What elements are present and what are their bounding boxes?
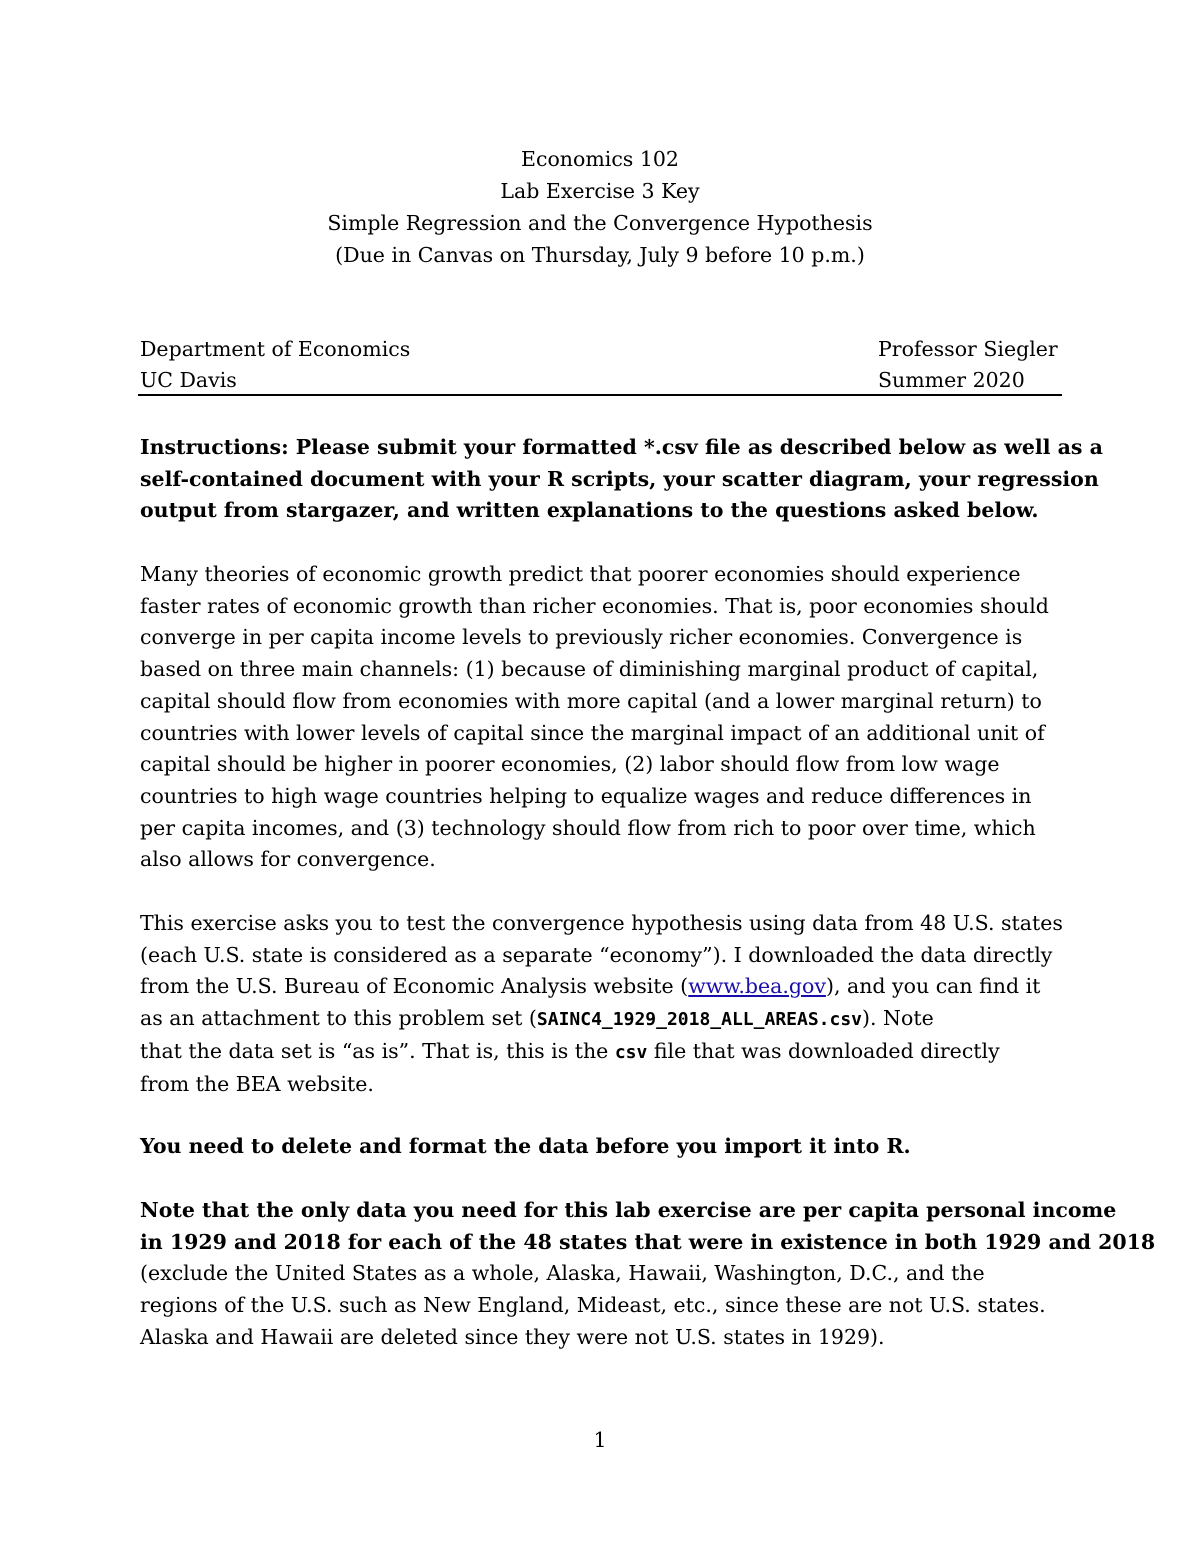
- exercise-text: ). Note: [862, 1006, 934, 1031]
- header-divider: [138, 394, 1062, 396]
- info-row-1: [140, 334, 1062, 365]
- intro-line: countries with lower levels of capital since the marginal impact of an additional unit of: [140, 720, 1045, 745]
- exercise-paragraph: [140, 908, 1062, 1100]
- intro-line: capital should be higher in poorer economies, (2) labor should flow from low wage: [140, 752, 1000, 777]
- exercise-text: that the data set is “as is”. That is, this is the: [140, 1038, 615, 1063]
- school-name: UC Davis: [140, 368, 237, 392]
- data-note-line: Alaska and Hawaii are deleted since they were not U.S. states in 1929).: [140, 1324, 885, 1349]
- format-note: [140, 1131, 1062, 1163]
- intro-line: also allows for convergence.: [140, 847, 436, 872]
- csv-filename: SAINC4_1929_2018_ALL_AREAS.csv: [536, 1009, 863, 1031]
- exercise-line: This exercise asks you to test the convergence hypothesis using data from 48 U.S. states: [140, 911, 1063, 935]
- info-row-2: [140, 365, 1062, 396]
- data-note-line: (exclude the United States as a whole, Alaska, Hawaii, Washington, D.C., and the: [140, 1261, 985, 1286]
- exercise-text: from the U.S. Bureau of Economic Analysis website (: [140, 974, 689, 999]
- exercise-text: file that was downloaded directly: [647, 1038, 1000, 1063]
- exercise-text: as an attachment to this problem set (: [140, 1006, 537, 1031]
- department-name: Department of Economics: [140, 337, 411, 361]
- bea-website-link[interactable]: www.bea.gov: [688, 974, 826, 999]
- instructions-line: self-contained document with your R scripts, your scatter diagram, your regression: [140, 466, 1099, 491]
- intro-line: faster rates of economic growth than richer economies. That is, poor economies should: [140, 593, 1049, 618]
- intro-line: Many theories of economic growth predict that poorer economies should experience: [140, 562, 1021, 586]
- data-note-paragraph: [140, 1195, 1156, 1354]
- data-note-line: regions of the U.S. such as New England, Mideast, etc., since these are not U.S. states.: [140, 1293, 1046, 1318]
- intro-line: countries to high wage countries helping to equalize wages and reduce differences in: [140, 783, 1032, 808]
- professor-name: Professor Siegler: [878, 337, 1058, 361]
- data-note-bold-line: in 1929 and 2018 for each of the 48 states that were in existence in both 1929 and 2018: [140, 1229, 1156, 1254]
- intro-line: converge in per capita income levels to previously richer economies. Convergence is: [140, 625, 1023, 650]
- instructions-line: Instructions: Please submit your formatted *.csv file as described below as well as a: [140, 435, 1103, 459]
- instructions-paragraph: [140, 432, 1103, 527]
- due-date: (Due in Canvas on Thursday, July 9 before 10 p.m.): [335, 243, 865, 267]
- title-block: [0, 143, 1200, 271]
- course-title: Economics 102: [521, 147, 679, 171]
- exercise-line: (each U.S. state is considered as a separate “economy”). I downloaded the data directly: [140, 942, 1053, 967]
- exercise-line: [140, 971, 1062, 1003]
- csv-keyword: csv: [614, 1041, 648, 1063]
- exercise-line: [140, 1003, 1062, 1036]
- exercise-line: from the BEA website.: [140, 1071, 374, 1096]
- data-note-bold-line: Note that the only data you need for this lab exercise are per capita personal income: [140, 1198, 1117, 1222]
- exercise-line: [140, 1036, 1062, 1069]
- intro-line: capital should flow from economies with more capital (and a lower marginal return) to: [140, 688, 1042, 713]
- term-name: Summer 2020: [878, 368, 1025, 392]
- lab-title: Lab Exercise 3 Key: [500, 179, 700, 203]
- exercise-text: ), and you can find it: [825, 974, 1041, 999]
- format-note-line: You need to delete and format the data before you import it into R.: [140, 1134, 911, 1158]
- intro-paragraph: [140, 559, 1062, 876]
- page-number: 1: [593, 1428, 607, 1452]
- intro-line: based on three main channels: (1) because of diminishing marginal product of capital,: [140, 657, 1039, 682]
- topic-title: Simple Regression and the Convergence Hypothesis: [327, 211, 873, 235]
- instructions-line: output from stargazer, and written explanations to the questions asked below.: [140, 498, 1039, 523]
- intro-line: per capita incomes, and (3) technology should flow from rich to poor over time, which: [140, 815, 1036, 840]
